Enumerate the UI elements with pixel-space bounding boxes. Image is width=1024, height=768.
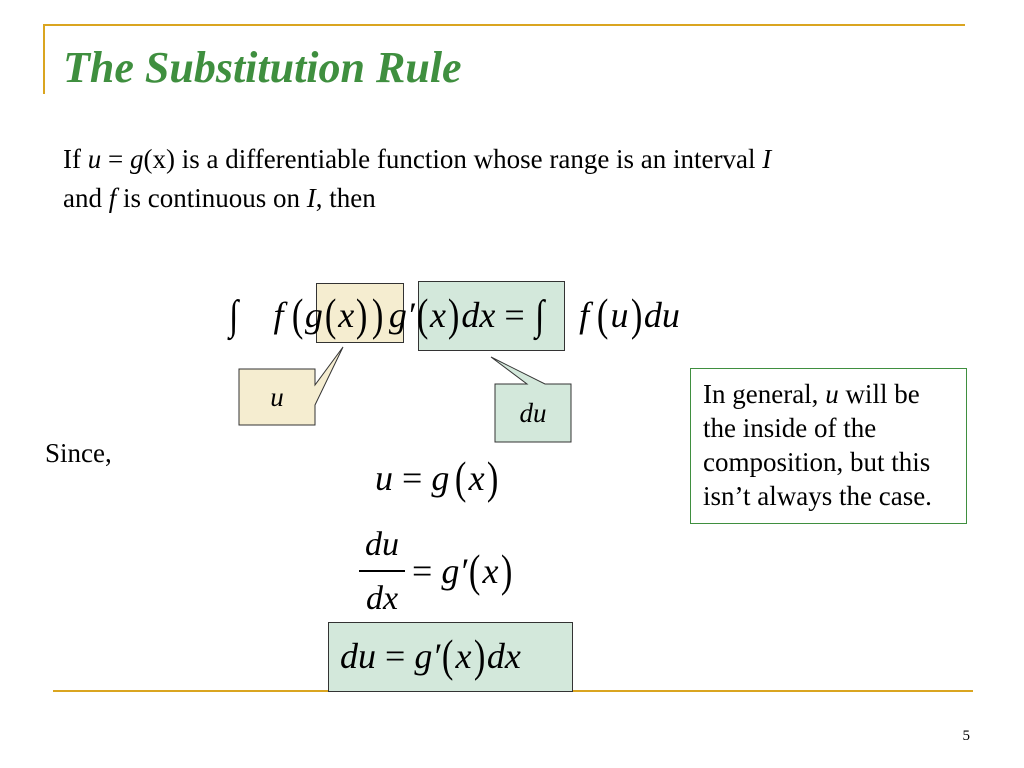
integral-sign: ∫	[534, 293, 545, 339]
slide-title: The Substitution Rule	[63, 43, 462, 92]
equals-sign: =	[393, 458, 432, 498]
note-text: In general,	[703, 379, 826, 409]
paren: (	[291, 289, 303, 340]
var-du: du	[340, 636, 376, 676]
paren: (	[416, 289, 429, 340]
intro-text: is a differentiable function whose range is an interval	[174, 144, 763, 174]
var-gprime: g′	[388, 295, 415, 335]
var-f: f	[108, 183, 117, 213]
note-box	[690, 368, 967, 524]
var-g: g	[129, 144, 144, 174]
paren: )	[473, 630, 485, 681]
paren: )	[371, 289, 383, 340]
paren: (	[442, 630, 454, 681]
fraction-numerator: du	[365, 526, 399, 563]
var-u: u	[825, 379, 839, 409]
fraction-bar	[359, 570, 405, 572]
paren: (	[469, 545, 481, 596]
var-u: u	[87, 144, 102, 174]
equals-sign: =	[376, 636, 415, 676]
intro-word: If	[63, 144, 81, 174]
equation-derivative	[412, 543, 514, 599]
du-dx-fraction	[356, 525, 408, 621]
intro-eq: =	[101, 144, 130, 174]
var-x: x	[482, 551, 499, 591]
equals-sign: =	[412, 551, 442, 591]
paren: (	[324, 289, 337, 340]
var-x: x	[430, 295, 447, 335]
intro-x: (x)	[143, 144, 175, 174]
var-f: f	[273, 295, 284, 335]
since-label: Since,	[45, 438, 112, 468]
var-u: u	[610, 295, 629, 335]
var-x: x	[455, 636, 472, 676]
u-callout-label: u	[270, 382, 284, 412]
paren: )	[447, 289, 460, 340]
var-gprime: g′	[414, 636, 441, 676]
paren: )	[486, 452, 499, 503]
var-f: f	[579, 295, 590, 335]
paren: (	[455, 452, 467, 503]
equation-u-def	[375, 450, 500, 506]
var-x: x	[338, 295, 355, 335]
paren: )	[630, 289, 642, 340]
intro-text: and	[63, 183, 109, 213]
integral-sign: ∫	[229, 293, 239, 339]
var-gprime: g′	[441, 551, 468, 591]
var-du: du	[643, 295, 680, 335]
var-g: g	[431, 458, 450, 498]
du-callout-label: du	[519, 398, 547, 428]
var-dx: dx	[486, 636, 521, 676]
intro-text: is continuous on	[116, 183, 307, 213]
fraction-denominator: dx	[365, 580, 399, 617]
var-dx: dx	[461, 295, 496, 335]
var-g: g	[304, 295, 323, 335]
equals-sign: =	[504, 295, 525, 335]
note-text: will be the inside of the composition, but this isn’t always the case.	[703, 379, 932, 511]
var-u: u	[375, 458, 393, 498]
var-I: I	[306, 183, 316, 213]
equation-differential	[340, 628, 521, 684]
paren: )	[356, 289, 368, 340]
intro-text: , then	[315, 183, 376, 213]
page-number: 5	[962, 728, 970, 744]
var-I: I	[762, 144, 772, 174]
var-x: x	[468, 458, 485, 498]
paren: )	[500, 545, 512, 596]
paren: (	[597, 289, 609, 340]
